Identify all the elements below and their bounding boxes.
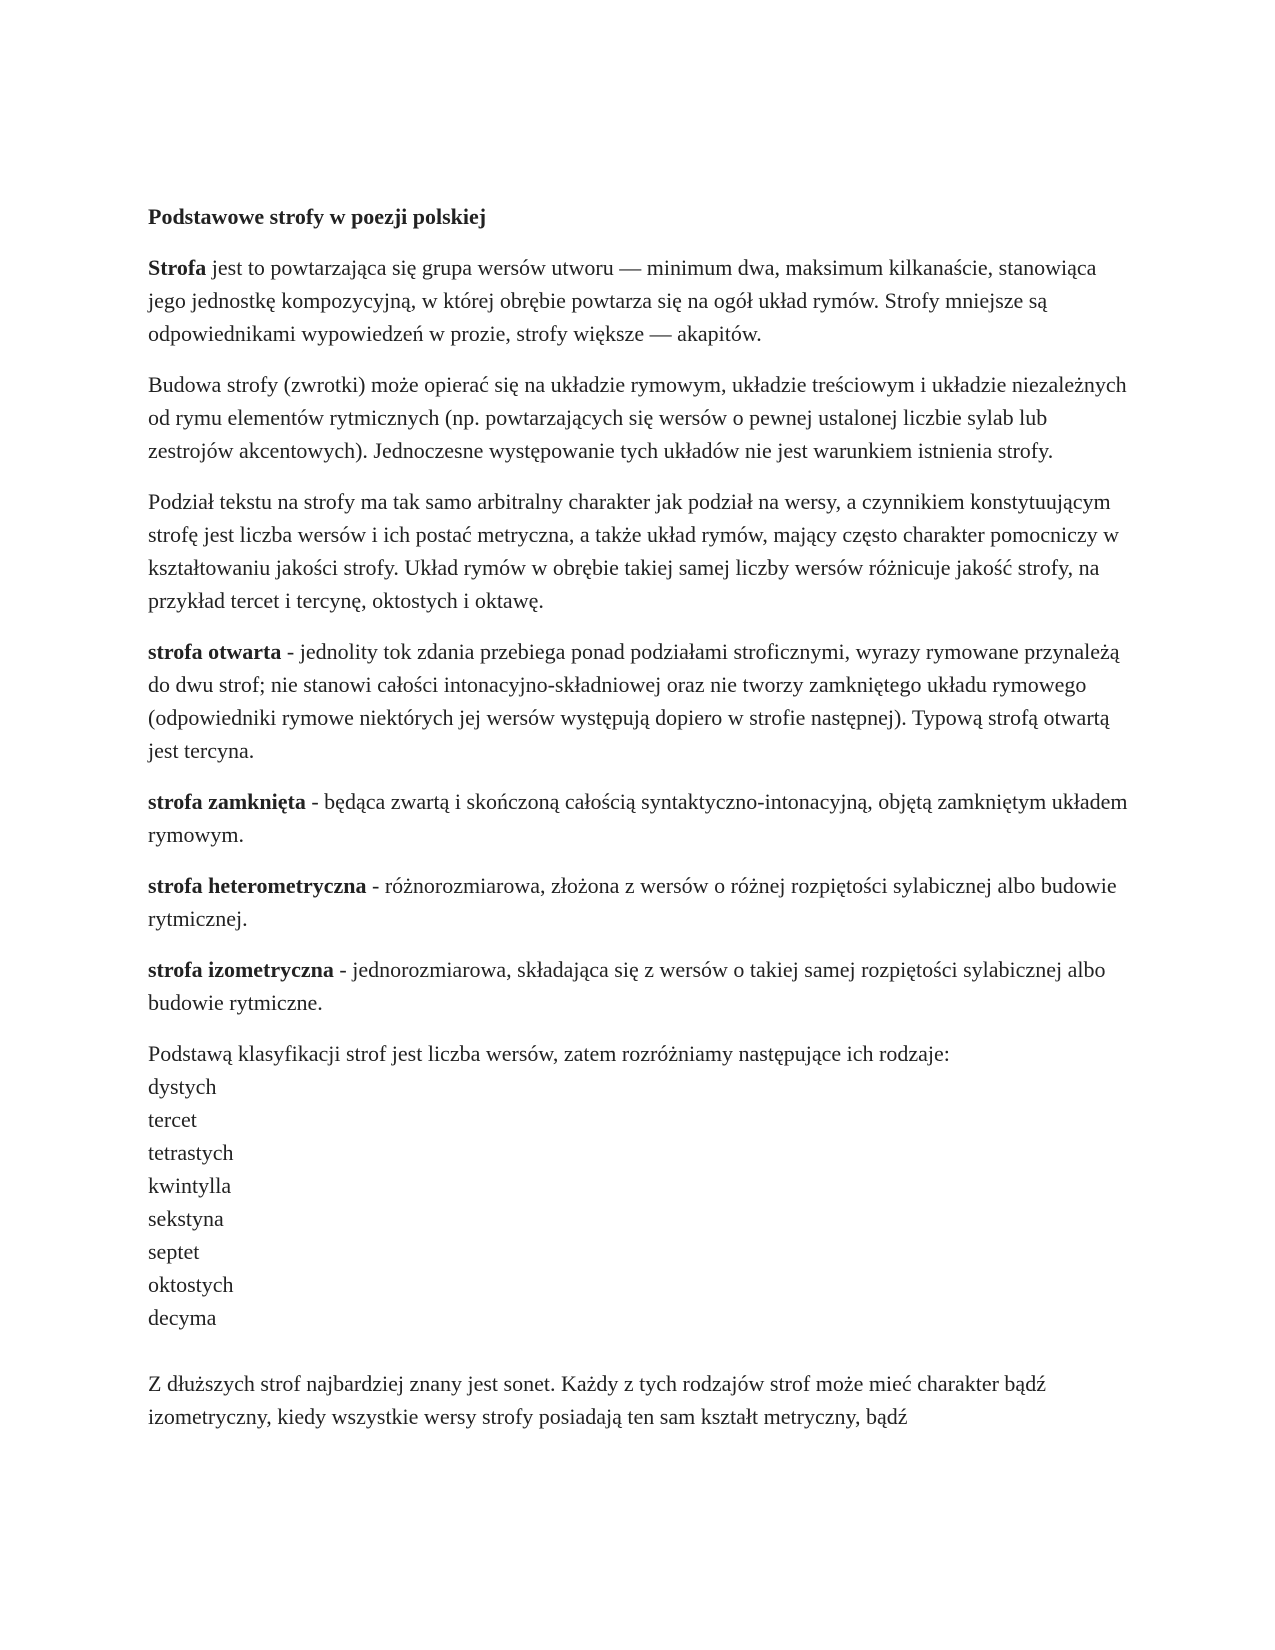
list-item: sekstyna bbox=[148, 1206, 224, 1231]
definition-text: - jednolity tok zdania przebiega ponad podziałami stroficznymi, wyrazy rymowane przynależą do dwu strof; nie stanowi całości intonacyjno-składniowej oraz nie tworzy zamkniętego układu rymowego (odpowiedniki rymowe niektórych jej wersów występują dopiero w strofie następnej). Typową strofą otwartą jest tercyna. bbox=[148, 639, 1120, 763]
classification-intro: Podstawą klasyfikacji strof jest liczba wersów, zatem rozróżniamy następujące ich rodzaje: bbox=[148, 1041, 950, 1066]
definition-strofa-zamknieta bbox=[148, 785, 1138, 851]
list-item: dystych bbox=[148, 1074, 217, 1099]
paragraph-budowa: Budowa strofy (zwrotki) może opierać się na układzie rymowym, układzie treściowym i układzie niezależnych od rymu elementów rytmicznych (np. powtarzających się wersów o pewnej ustalonej liczbie sylab lub zestrojów akcentowych). Jednoczesne występowanie tych układów nie jest warunkiem istnienia strofy. bbox=[148, 372, 1127, 463]
strophe-type-list bbox=[148, 1070, 1138, 1334]
definition-term: strofa heterometryczna bbox=[148, 873, 367, 898]
document-title: Podstawowe strofy w poezji polskiej bbox=[148, 204, 487, 229]
list-item: oktostych bbox=[148, 1272, 234, 1297]
definition-text: - jednorozmiarowa, składająca się z wersów o takiej samej rozpiętości sylabicznej albo budowie rytmiczne. bbox=[148, 957, 1106, 1015]
definition-strofa-otwarta bbox=[148, 635, 1138, 767]
definition-strofa-heterometryczna bbox=[148, 869, 1138, 935]
term-strofa: Strofa bbox=[148, 255, 207, 280]
definition-term: strofa izometryczna bbox=[148, 957, 334, 982]
paragraph-closing: Z dłuższych strof najbardziej znany jest sonet. Każdy z tych rodzajów strof może mieć charakter bądź izometryczny, kiedy wszystkie wersy strofy posiadają ten sam kształt metryczny, bądź bbox=[148, 1371, 1046, 1429]
intro-text: jest to powtarzająca się grupa wersów utworu — minimum dwa, maksimum kilkanaście, stanowiąca jego jednostkę kompozycyjną, w której obrębie powtarza się na ogół układ rymów. Strofy mniejsze są odpowiednikami wypowiedzeń w prozie, strofy większe — akapitów. bbox=[148, 255, 1097, 346]
paragraph-intro bbox=[148, 251, 1138, 350]
definition-strofa-izometryczna bbox=[148, 953, 1138, 1019]
definition-term: strofa otwarta bbox=[148, 639, 282, 664]
list-item: septet bbox=[148, 1239, 200, 1264]
list-item: decyma bbox=[148, 1305, 217, 1330]
list-item: tetrastych bbox=[148, 1140, 234, 1165]
definition-text: - różnorozmiarowa, złożona z wersów o różnej rozpiętości sylabicznej albo budowie rytmicznej. bbox=[148, 873, 1117, 931]
definition-term: strofa zamknięta bbox=[148, 789, 306, 814]
definition-text: - będąca zwartą i skończoną całością syntaktyczno-intonacyjną, objętą zamkniętym układem rymowym. bbox=[148, 789, 1128, 847]
paragraph-podzial: Podział tekstu na strofy ma tak samo arbitralny charakter jak podział na wersy, a czynnikiem konstytuującym strofę jest liczba wersów i ich postać metryczna, a także układ rymów, mający często charakter pomocniczy w kształtowaniu jakości strofy. Układ rymów w obrębie takiej samej liczby wersów różnicuje jakość strofy, na przykład tercet i tercynę, oktostych i oktawę. bbox=[148, 489, 1120, 613]
list-item: kwintylla bbox=[148, 1173, 232, 1198]
list-item: tercet bbox=[148, 1107, 197, 1132]
document-page bbox=[148, 200, 1138, 1451]
